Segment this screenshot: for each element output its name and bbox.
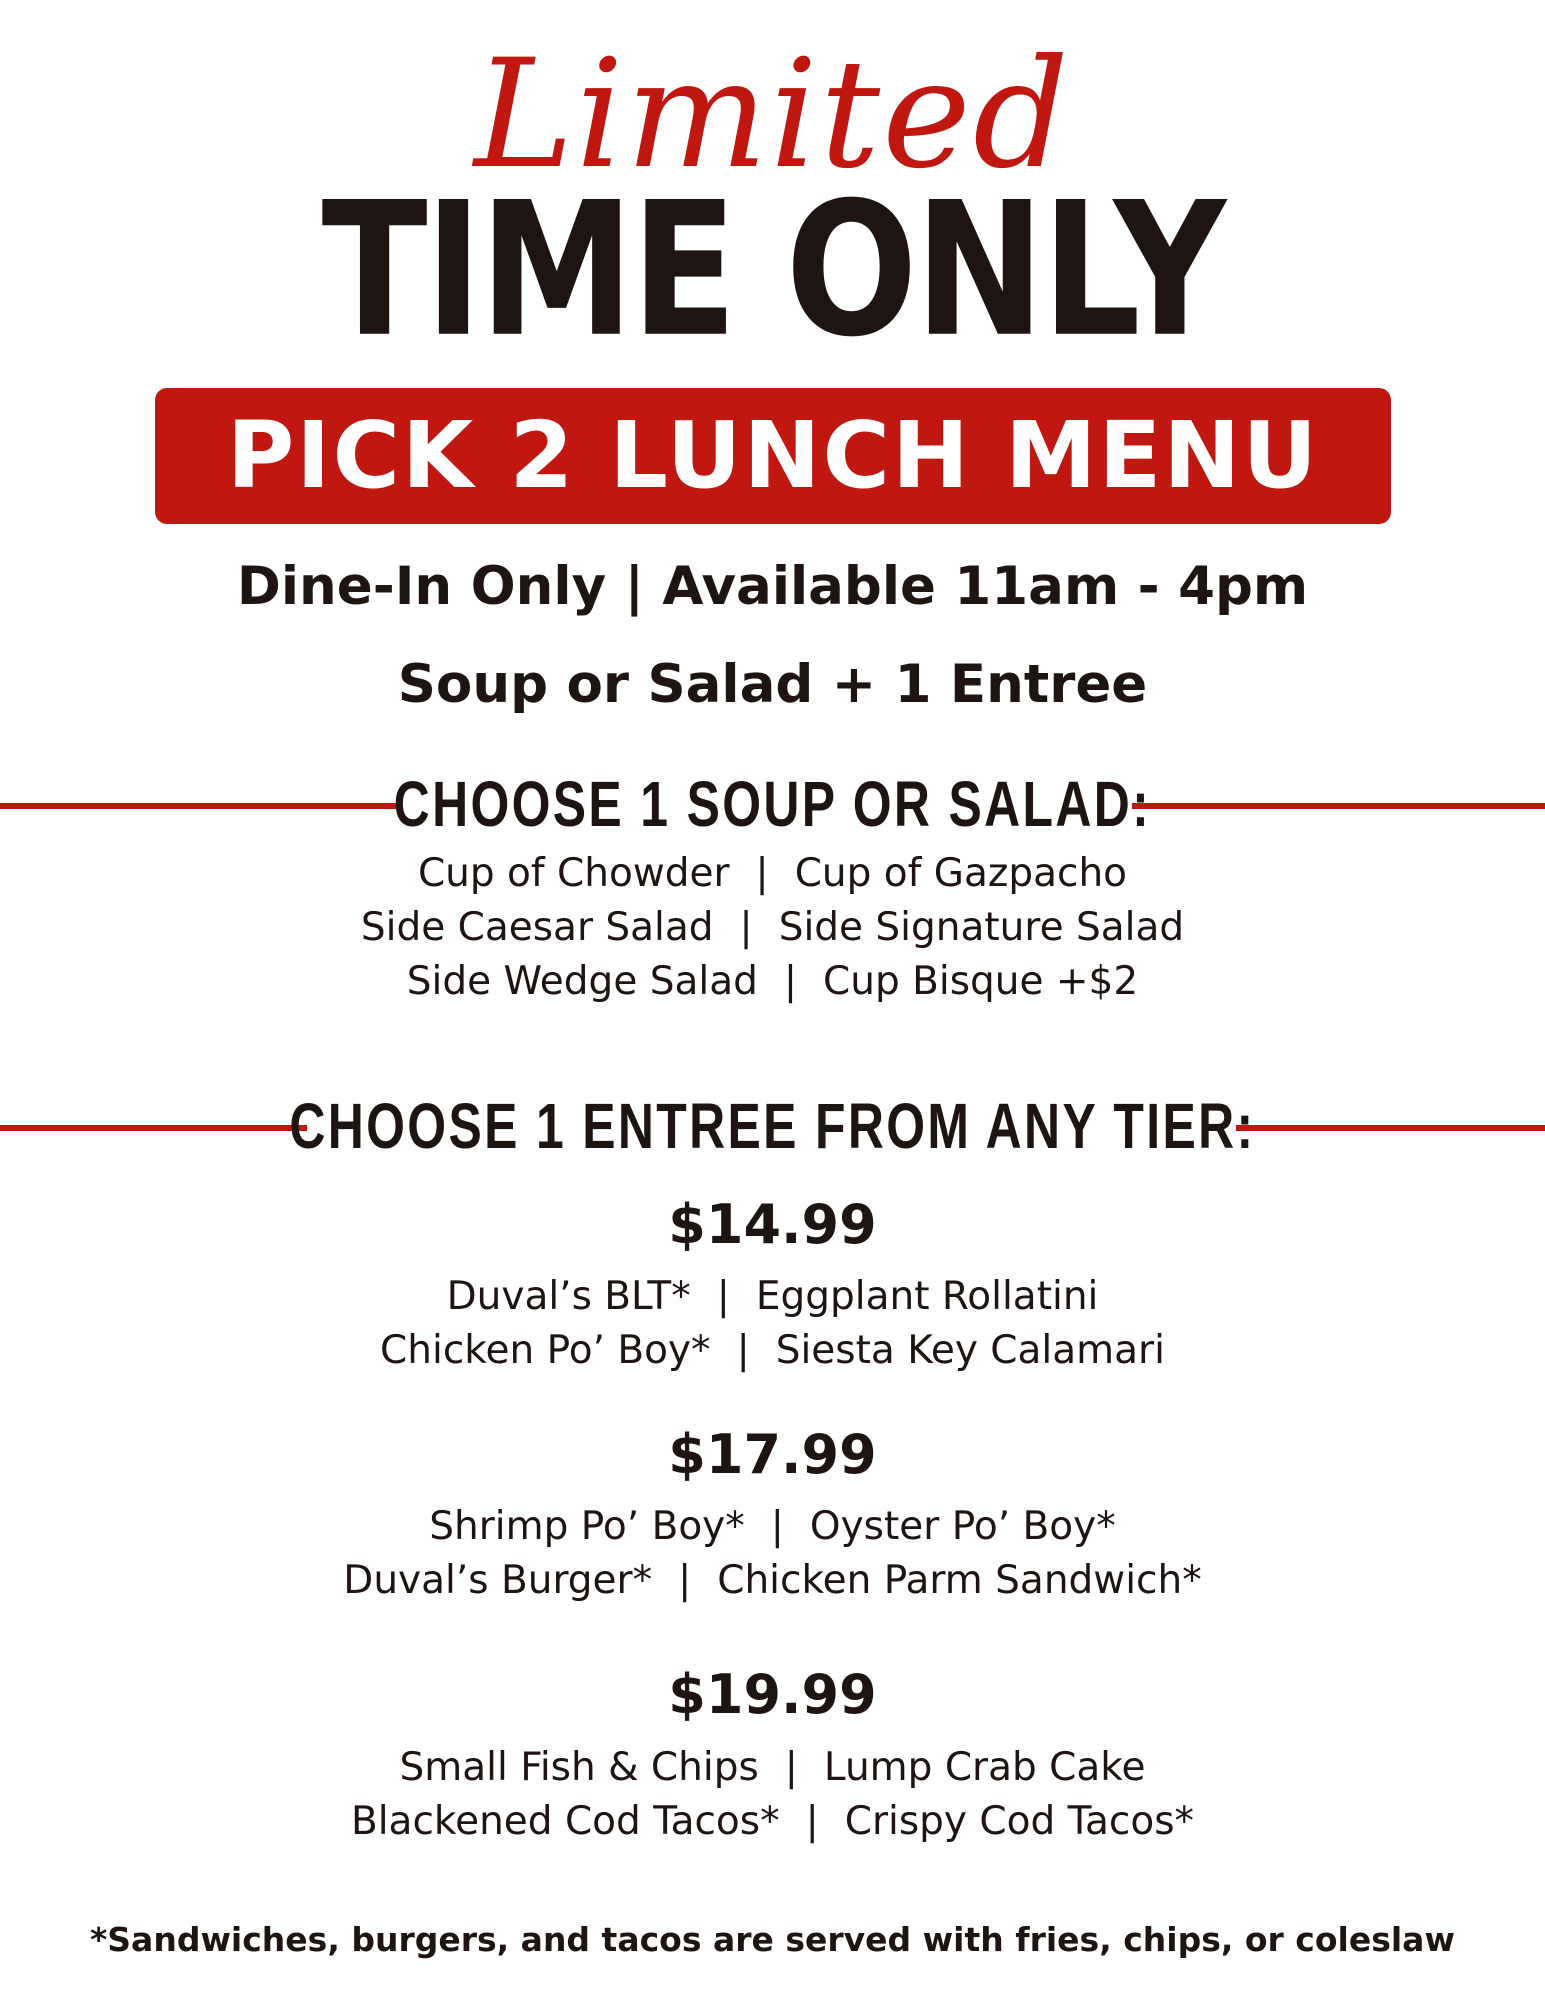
menu-item: Cup of Gazpacho [794,851,1128,896]
menu-item: Shrimp Po’ Boy* [429,1504,745,1549]
soup-salad-section-header [0,764,1545,844]
menu-item: Small Fish & Chips [399,1745,759,1790]
list-item [0,1270,1545,1324]
tier-price: $17.99 [668,1423,877,1486]
combo-line: Soup or Salad + 1 Entree [397,654,1148,715]
item-separator: | [783,959,797,1004]
entree-section-header [0,1086,1545,1166]
tier-price: $19.99 [668,1663,877,1726]
list-item [0,1324,1545,1378]
menu-item: Duval’s Burger* [343,1558,653,1603]
item-separator: | [739,905,753,950]
item-separator: | [805,1799,819,1844]
item-separator: | [716,1274,730,1319]
tier-price: $14.99 [668,1193,877,1256]
item-separator: | [770,1504,784,1549]
list-item [0,1795,1545,1849]
menu-item: Eggplant Rollatini [755,1274,1099,1319]
menu-item: Blackened Cod Tacos* [350,1799,780,1844]
menu-item: Duval’s BLT* [446,1274,691,1319]
list-item [0,1500,1545,1554]
list-item [0,847,1545,901]
list-item [0,901,1545,955]
menu-item: Side Signature Salad [778,905,1185,950]
menu-item: Chicken Parm Sandwich* [717,1558,1202,1603]
item-separator: | [784,1745,798,1790]
banner-title: PICK 2 LUNCH MENU [226,402,1320,509]
menu-item: Cup of Chowder [417,851,730,896]
list-item [0,1741,1545,1795]
menu-item: Cup Bisque +$2 [823,959,1139,1004]
soup-salad-title: CHOOSE 1 SOUP OR SALAD: [393,768,1152,840]
menu-item: Siesta Key Calamari [775,1328,1165,1373]
list-item [0,1554,1545,1608]
footnote: *Sandwiches, burgers, and tacos are served with fries, chips, or coleslaw [90,1920,1455,1959]
pick-2-banner [155,388,1391,524]
menu-item: Side Caesar Salad [360,905,714,950]
menu-item: Lump Crab Cake [823,1745,1146,1790]
item-separator: | [736,1328,750,1373]
availability-line: Dine-In Only | Available 11am - 4pm [236,556,1309,617]
item-separator: | [678,1558,692,1603]
item-separator: | [755,851,769,896]
limited-script-title: Limited [474,28,1071,202]
menu-item: Oyster Po’ Boy* [809,1504,1116,1549]
time-only-headline: TIME ONLY [321,162,1224,378]
menu-item: Chicken Po’ Boy* [380,1328,711,1373]
menu-item: Side Wedge Salad [406,959,758,1004]
menu-item: Crispy Cod Tacos* [844,1799,1195,1844]
list-item [0,955,1545,1009]
entree-title: CHOOSE 1 ENTREE FROM ANY TIER: [289,1090,1256,1162]
